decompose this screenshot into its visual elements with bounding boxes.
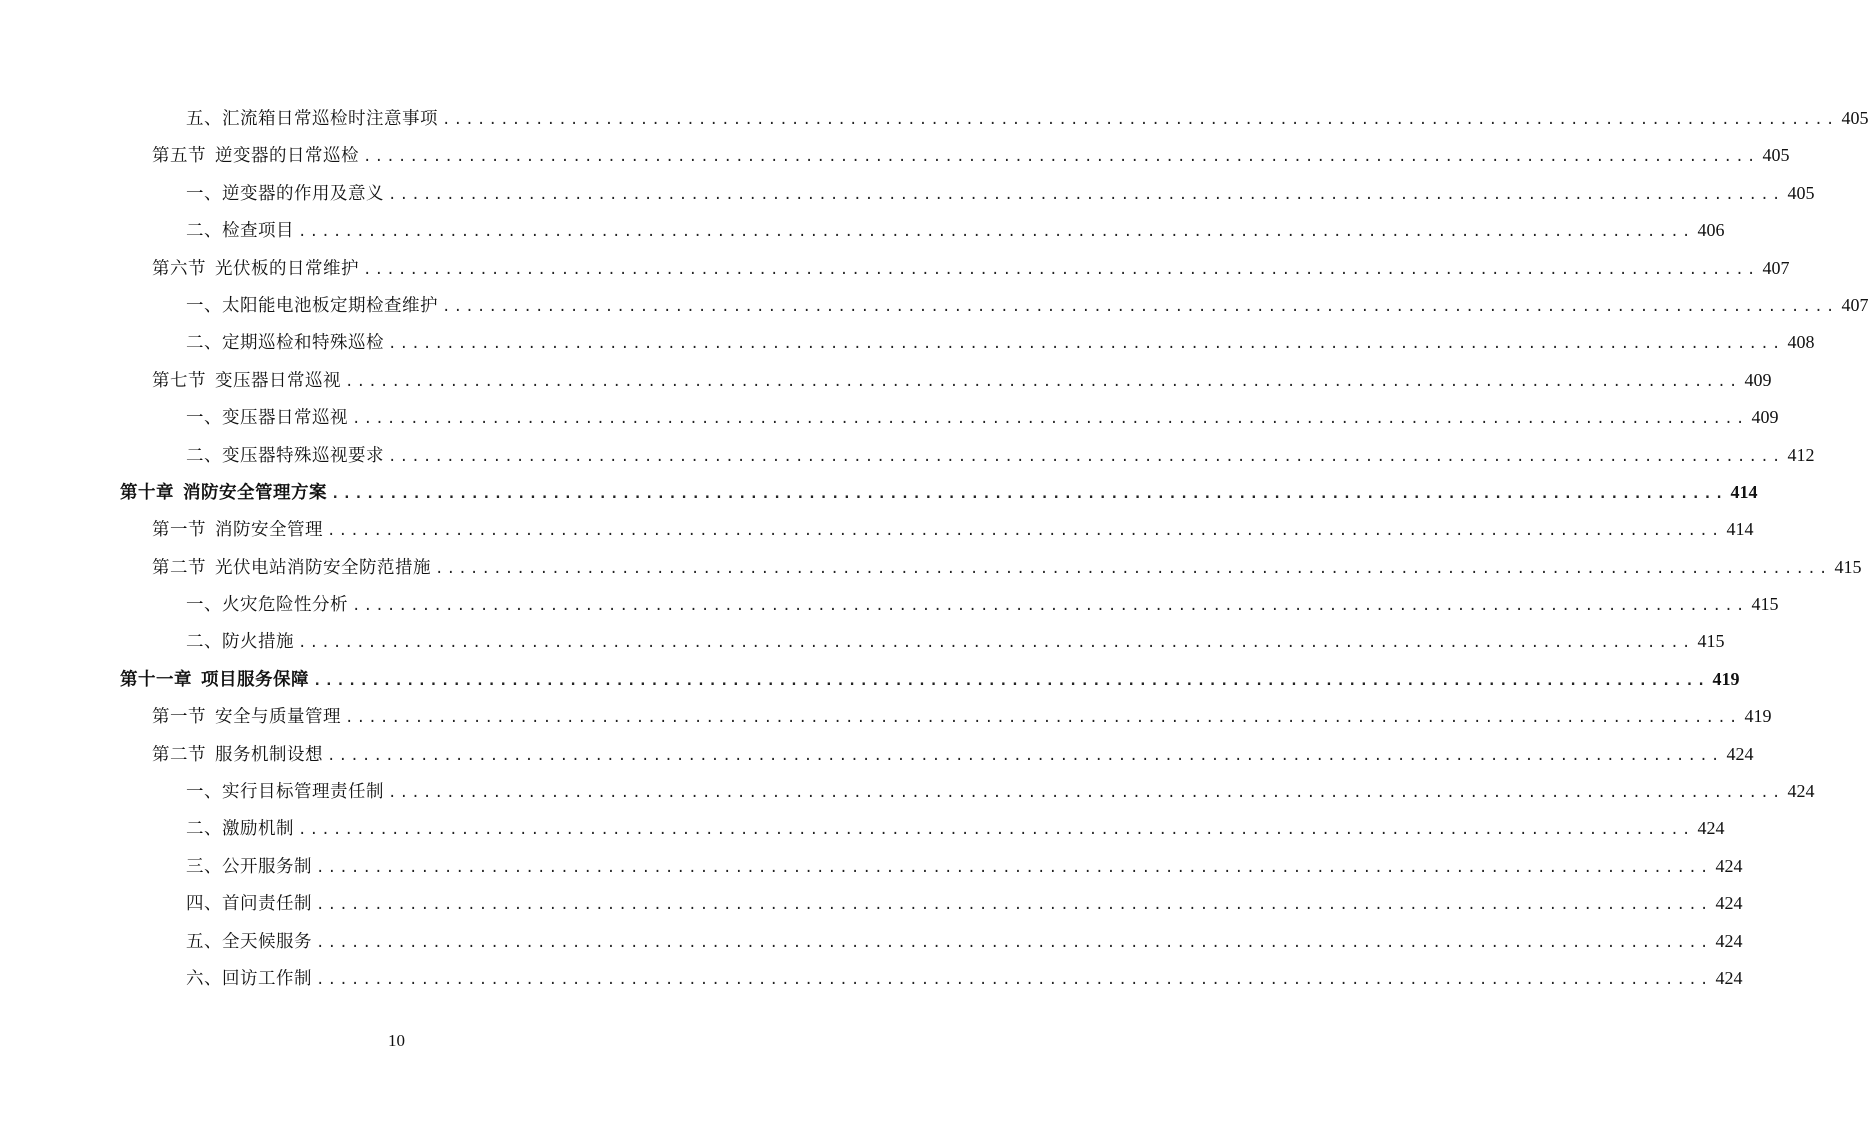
toc-entry[interactable]	[0, 212, 1725, 249]
toc-entry-line	[152, 362, 1772, 401]
toc-entry-title	[186, 924, 312, 961]
toc-entry-title	[186, 400, 348, 437]
toc-entry-prefix: 第二节	[152, 744, 206, 765]
toc-dot-leader: ........................................................................................................................	[316, 897, 1712, 914]
toc-entry-prefix: 五、	[186, 109, 222, 129]
toc-entry-line	[186, 960, 1743, 999]
toc-entry-line	[186, 848, 1743, 887]
toc-page-number: 424	[1726, 743, 1754, 764]
toc-entry-text: 变压器日常巡视	[222, 408, 348, 429]
toc-page-number: 405	[1787, 182, 1815, 203]
toc-dot-leader: ........................................................................................................................	[442, 112, 1838, 128]
toc-entry-prefix: 一、	[186, 295, 222, 316]
toc-entry[interactable]	[0, 586, 1779, 623]
toc-dot-leader: ........................................................................................................................	[316, 971, 1712, 988]
toc-entry-text: 变压器特殊巡视要求	[222, 445, 384, 466]
toc-entry-line	[186, 287, 1868, 326]
toc-entry-title	[152, 138, 359, 175]
toc-entry[interactable]	[0, 810, 1725, 847]
toc-dot-leader: ........................................................................................................................	[442, 298, 1838, 315]
toc-entry[interactable]	[0, 773, 1815, 810]
toc-entry-title	[152, 737, 323, 774]
toc-entry-prefix: 第十章	[120, 482, 174, 503]
toc-entry-title	[152, 699, 341, 736]
toc-entry-prefix: 一、	[186, 408, 222, 429]
toc-dot-leader: ........................................................................................................................	[388, 336, 1784, 353]
toc-page-number: 424	[1697, 818, 1725, 839]
toc-entry-prefix: 五、	[186, 931, 222, 952]
toc-dot-leader: ........................................................................................................................	[298, 224, 1694, 241]
toc-page-number: 407	[1841, 294, 1868, 315]
toc-entry-title	[152, 251, 359, 288]
toc-entry-prefix: 二、	[186, 632, 222, 653]
toc-entry-text: 变压器日常巡视	[215, 370, 341, 391]
toc-entry-title	[186, 774, 384, 811]
toc-entry-prefix: 六、	[186, 968, 222, 989]
toc-entry[interactable]	[0, 324, 1815, 361]
toc-page-number: 415	[1751, 594, 1779, 615]
toc-entry[interactable]	[0, 960, 1743, 997]
toc-entry[interactable]	[0, 474, 1758, 511]
toc-entry[interactable]	[0, 661, 1740, 698]
toc-page-number: 415	[1697, 631, 1725, 652]
toc-entry-title	[152, 363, 341, 400]
toc-entry-line	[152, 736, 1754, 775]
toc-entry-text: 激励机制	[222, 819, 294, 840]
toc-entry-text: 首问责任制	[222, 894, 312, 915]
toc-entry-line	[120, 661, 1740, 700]
toc-entry[interactable]	[0, 885, 1743, 922]
toc-entry-prefix: 一、	[186, 782, 222, 803]
toc-entry[interactable]	[0, 923, 1743, 960]
toc-dot-leader: ........................................................................................................................	[388, 785, 1784, 802]
toc-entry-text: 光伏电站消防安全防范措施	[215, 557, 431, 578]
toc-entry[interactable]	[0, 549, 1862, 586]
toc-entry-line	[152, 511, 1754, 550]
toc-entry-prefix: 第五节	[152, 146, 206, 167]
toc-page-number: 409	[1744, 369, 1772, 390]
toc-entry[interactable]	[0, 399, 1779, 436]
toc-entry-line	[152, 137, 1790, 176]
toc-page-number: 406	[1697, 220, 1725, 241]
toc-entry-line	[120, 474, 1758, 513]
toc-dot-leader: ........................................................................................................................	[352, 598, 1748, 615]
toc-page-number: 424	[1715, 930, 1743, 951]
toc-entry-title	[186, 587, 348, 624]
toc-dot-leader: ........................................................................................................................	[327, 747, 1723, 764]
toc-entry-text: 项目服务保障	[201, 669, 309, 690]
toc-entry-title	[186, 811, 294, 848]
toc-entry-line	[152, 250, 1790, 289]
toc-entry-title	[120, 475, 327, 512]
toc-entry-text: 汇流箱日常巡检时注意事项	[222, 109, 438, 129]
toc-entry[interactable]	[0, 848, 1743, 885]
toc-dot-leader: ........................................................................................................................	[316, 934, 1712, 951]
toc-entry[interactable]	[0, 137, 1790, 174]
toc-entry-text: 防火措施	[222, 632, 294, 653]
toc-entry-line	[186, 586, 1779, 625]
toc-page-number: 419	[1712, 668, 1740, 689]
toc-entry-title	[186, 325, 384, 362]
toc-entry[interactable]	[0, 623, 1725, 660]
toc-entry-line	[186, 437, 1815, 476]
toc-entry-title	[152, 512, 323, 549]
toc-entry-text: 火灾危险性分析	[222, 595, 348, 616]
table-of-contents	[0, 100, 1868, 997]
toc-entry-title	[186, 288, 438, 325]
toc-entry-line	[152, 549, 1862, 588]
toc-page-number: 424	[1715, 967, 1743, 988]
toc-entry-line	[186, 399, 1779, 438]
toc-entry-text: 检查项目	[222, 221, 294, 242]
toc-entry-prefix: 第十一章	[120, 669, 192, 690]
toc-entry[interactable]	[0, 736, 1754, 773]
toc-entry-prefix: 三、	[186, 856, 222, 877]
toc-page-number: 414	[1730, 481, 1758, 502]
toc-entry-text: 全天候服务	[222, 931, 312, 952]
toc-entry-text: 定期巡检和特殊巡检	[222, 333, 384, 354]
toc-entry-line	[186, 623, 1725, 662]
toc-entry[interactable]	[0, 437, 1815, 474]
toc-page-number: 415	[1834, 556, 1862, 577]
toc-entry-prefix: 一、	[186, 183, 222, 204]
toc-entry[interactable]	[0, 511, 1754, 548]
toc-entry-title	[186, 101, 438, 138]
toc-entry-text: 逆变器的作用及意义	[222, 183, 384, 204]
toc-entry-prefix: 二、	[186, 819, 222, 840]
toc-entry-text: 服务机制设想	[215, 744, 323, 765]
toc-entry-prefix: 二、	[186, 333, 222, 354]
toc-page-number: 408	[1787, 332, 1815, 353]
toc-dot-leader: ........................................................................................................................	[388, 448, 1784, 465]
toc-entry-title	[186, 438, 384, 475]
toc-entry-prefix: 一、	[186, 595, 222, 616]
toc-entry-text: 回访工作制	[222, 968, 312, 989]
toc-entry[interactable]	[0, 287, 1868, 324]
toc-entry[interactable]	[0, 100, 1868, 137]
toc-page-number: 424	[1715, 893, 1743, 914]
toc-entry[interactable]	[0, 175, 1815, 212]
toc-dot-leader: ........................................................................................................................	[345, 710, 1741, 727]
toc-entry-line	[186, 212, 1725, 251]
toc-entry-text: 逆变器的日常巡检	[215, 146, 359, 167]
toc-dot-leader: ........................................................................................................................	[345, 373, 1741, 390]
toc-entry-line	[186, 773, 1815, 812]
toc-entry-prefix: 第一节	[152, 707, 206, 728]
toc-entry-text: 光伏板的日常维护	[215, 258, 359, 279]
toc-dot-leader: ........................................................................................................................	[435, 560, 1831, 577]
toc-dot-leader: ........................................................................................................................	[388, 186, 1784, 203]
toc-entry-line	[152, 698, 1772, 737]
toc-dot-leader: ........................................................................................................................	[298, 822, 1694, 839]
toc-dot-leader: ........................................................................................................................	[331, 485, 1727, 502]
toc-entry-prefix: 第七节	[152, 370, 206, 391]
toc-entry-title	[186, 886, 312, 923]
toc-page-number: 412	[1787, 444, 1815, 465]
toc-entry-title	[152, 550, 431, 587]
toc-page-number: 424	[1787, 781, 1815, 802]
toc-entry[interactable]	[0, 362, 1772, 399]
toc-dot-leader: ........................................................................................................................	[363, 149, 1759, 166]
toc-entry-line	[186, 885, 1743, 924]
toc-entry-text: 安全与质量管理	[215, 707, 341, 728]
toc-entry-prefix: 第一节	[152, 520, 206, 541]
toc-page-number: 405	[1841, 108, 1868, 128]
toc-entry-text: 消防安全管理方案	[183, 482, 327, 503]
toc-dot-leader: ........................................................................................................................	[363, 261, 1759, 278]
toc-entry-title	[186, 849, 312, 886]
toc-entry[interactable]	[0, 250, 1790, 287]
toc-entry-text: 太阳能电池板定期检查维护	[222, 295, 438, 316]
toc-entry-line	[186, 810, 1725, 849]
toc-page-number: 409	[1751, 407, 1779, 428]
toc-page-number: 407	[1762, 257, 1790, 278]
toc-dot-leader: ........................................................................................................................	[352, 411, 1748, 428]
toc-entry-line	[186, 324, 1815, 363]
toc-page-number: 414	[1726, 519, 1754, 540]
page-number: 10	[388, 1031, 405, 1050]
toc-entry-title	[120, 662, 309, 699]
toc-entry-line	[186, 100, 1868, 139]
toc-entry-prefix: 第二节	[152, 557, 206, 578]
toc-dot-leader: ........................................................................................................................	[327, 523, 1723, 540]
toc-page-number: 405	[1762, 145, 1790, 166]
toc-entry-prefix: 二、	[186, 445, 222, 466]
toc-entry-title	[186, 961, 312, 998]
toc-entry-title	[186, 213, 294, 250]
toc-entry-line	[186, 175, 1815, 214]
toc-dot-leader: ........................................................................................................................	[298, 635, 1694, 652]
toc-entry[interactable]	[0, 698, 1772, 735]
toc-entry-prefix: 四、	[186, 894, 222, 915]
toc-entry-prefix: 二、	[186, 221, 222, 242]
toc-entry-title	[186, 624, 294, 661]
toc-entry-text: 消防安全管理	[215, 520, 323, 541]
toc-page-number: 424	[1715, 855, 1743, 876]
toc-dot-leader: ........................................................................................................................	[316, 859, 1712, 876]
toc-entry-title	[186, 176, 384, 213]
toc-page-number: 419	[1744, 706, 1772, 727]
toc-entry-text: 实行目标管理责任制	[222, 782, 384, 803]
toc-entry-line	[186, 923, 1743, 962]
toc-entry-text: 公开服务制	[222, 856, 312, 877]
toc-entry-prefix: 第六节	[152, 258, 206, 279]
toc-dot-leader: ........................................................................................................................	[313, 672, 1709, 689]
